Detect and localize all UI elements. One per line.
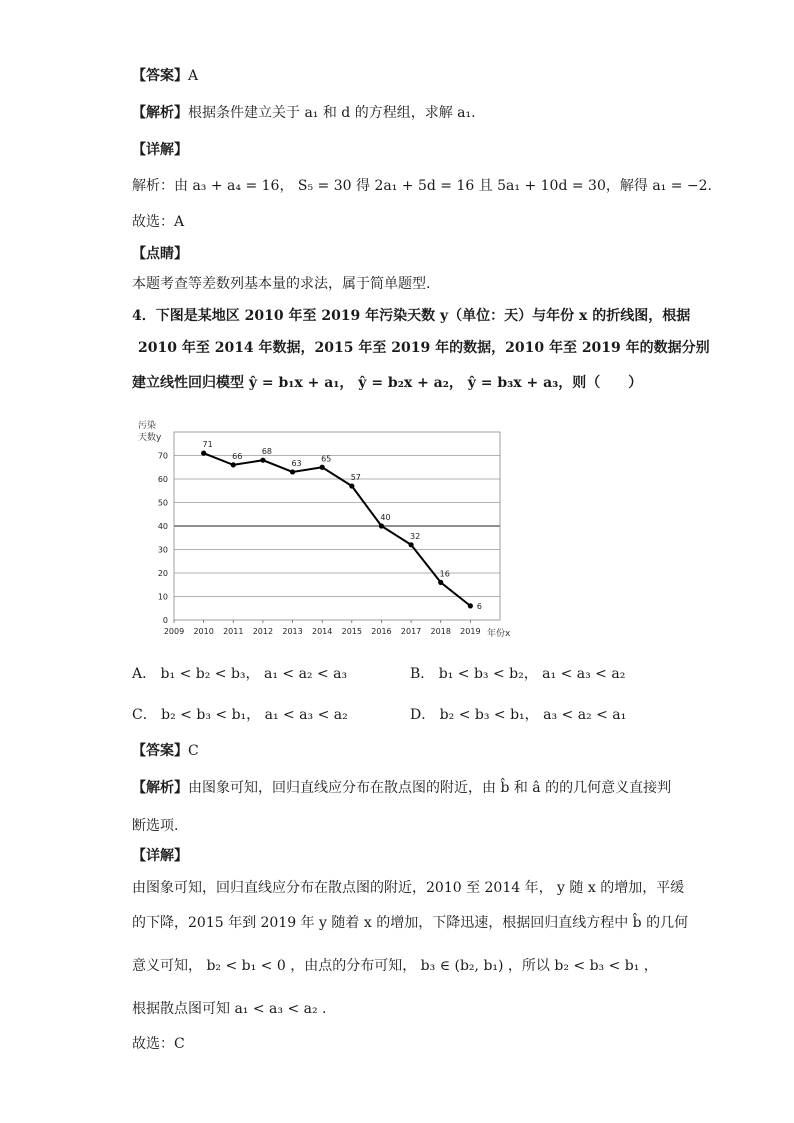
- data-point: [349, 483, 354, 488]
- choice-text: 故选：A: [132, 214, 185, 230]
- x-tick-label: 2013: [282, 627, 303, 636]
- y-tick-label: 60: [157, 475, 168, 484]
- y-axis-label-line-2: 天数y: [138, 433, 162, 443]
- solution-detail-line-2: 的下降，2015 年到 2019 年 y 随着 x 的增加，下降迅速，根据回归直线方程中 b̂ 的几何: [132, 915, 689, 931]
- option-b[interactable]: B． b₁ < b₃ < b₂， a₁ < a₃ < a₂: [410, 666, 626, 682]
- data-point: [320, 465, 325, 470]
- option-d[interactable]: D． b₂ < b₃ < b₁， a₃ < a₂ < a₁: [410, 707, 627, 723]
- question-line-3: 建立线性回归模型 ŷ = b₁x + a₁， ŷ = b₂x + a₂， ŷ = b₃x + a₃，则（ ）: [132, 375, 643, 391]
- data-label: 66: [232, 451, 243, 461]
- data-point: [468, 603, 473, 608]
- data-label: 32: [409, 531, 421, 541]
- comment-tag: 【点睛】: [132, 246, 188, 262]
- analysis-line: [132, 103, 476, 123]
- question-line-2: 2010 年至 2014 年数据，2015 年至 2019 年的数据，2010 年至 2019 年的数据分别: [138, 340, 710, 356]
- detail-tag: 【详解】: [132, 142, 188, 158]
- detail-tag-line: [132, 140, 188, 160]
- data-label: 65: [321, 454, 332, 464]
- question-line-1: 4．下图是某地区 2010 年至 2019 年污染天数 y（单位：天）与年份 x 的折线图，根据: [132, 308, 691, 324]
- x-tick-label: 2018: [430, 627, 451, 636]
- solution-analysis-line-2: 断选项.: [132, 818, 179, 834]
- answer-tag: 【答案】: [132, 68, 188, 84]
- x-tick-label: 2010: [193, 627, 214, 636]
- y-tick-label: 0: [162, 616, 168, 625]
- solution-answer-line: [132, 741, 199, 761]
- solution-analysis-text-1: 由图象可知，回归直线应分布在散点图的附近，由 b̂ 和 â 的的几何意义直接判: [188, 780, 672, 796]
- y-tick-label: 40: [157, 522, 168, 531]
- y-tick-label: 20: [157, 569, 168, 578]
- data-label: 6: [476, 601, 482, 611]
- data-point: [408, 542, 413, 547]
- x-tick-label: 2019: [460, 627, 481, 636]
- solution-detail-line-4: 根据散点图可知 a₁ < a₃ < a₂ .: [132, 1001, 327, 1017]
- pollution-line-chart: [132, 410, 532, 640]
- x-tick-label: 2017: [400, 627, 422, 636]
- data-label: 16: [439, 569, 450, 579]
- answer-value: A: [188, 68, 199, 84]
- data-point: [379, 523, 384, 528]
- x-tick-label: 2014: [312, 627, 333, 636]
- answer-line: [132, 66, 198, 86]
- y-axis-label-line-1: 污染: [138, 421, 157, 431]
- option-c[interactable]: C． b₂ < b₃ < b₁， a₁ < a₃ < a₂: [132, 707, 348, 723]
- comment-text: 本题考查等差数列基本量的求法，属于简单题型.: [132, 276, 431, 292]
- data-point: [290, 469, 295, 474]
- detail-text: 解析：由 a₃ + a₄ = 16， S₅ = 30 得 2a₁ + 5d = 16 且 5a₁ + 10d = 30，解得 a₁ = −2.: [132, 178, 713, 194]
- option-a[interactable]: A． b₁ < b₂ < b₃， a₁ < a₂ < a₃: [132, 666, 348, 682]
- solution-analysis-line-1: [132, 778, 671, 798]
- y-tick-label: 10: [157, 592, 168, 602]
- x-tick-label: 2009: [163, 627, 185, 636]
- data-label: 71: [202, 440, 213, 450]
- solution-detail-line-3: 意义可知， b₂ < b₁ < 0 ，由点的分布可知， b₃ ∈ (b₂, b₁) ，所以 b₂ < b₃ < b₁ ，: [132, 958, 658, 974]
- solution-answer-value: C: [188, 743, 199, 759]
- data-label: 40: [380, 513, 391, 522]
- data-point: [201, 451, 206, 456]
- x-tick-label: 2012: [252, 627, 274, 636]
- solution-detail-tag-line: [132, 846, 188, 866]
- data-label: 57: [350, 473, 361, 483]
- series-line: [204, 453, 471, 606]
- y-tick-label: 70: [157, 451, 168, 461]
- data-point: [260, 458, 265, 463]
- comment-tag-line: [132, 244, 188, 264]
- data-point: [231, 462, 236, 467]
- analysis-text: 根据条件建立关于 a₁ 和 d 的方程组，求解 a₁.: [188, 105, 476, 121]
- solution-detail-line-1: 由图象可知，回归直线应分布在散点图的附近，2010 至 2014 年， y 随 x 的增加，平缓: [132, 880, 685, 896]
- data-label: 68: [261, 447, 273, 457]
- y-tick-label: 30: [157, 545, 168, 555]
- solution-analysis-tag: 【解析】: [132, 780, 188, 796]
- x-axis-label: 年份x: [487, 629, 511, 639]
- solution-choice-text: 故选：C: [132, 1036, 185, 1052]
- x-tick-label: 2015: [341, 627, 362, 636]
- solution-detail-tag: 【详解】: [132, 848, 188, 864]
- x-tick-label: 2016: [371, 627, 392, 636]
- solution-answer-tag: 【答案】: [132, 743, 188, 759]
- analysis-tag: 【解析】: [132, 105, 188, 121]
- y-tick-label: 50: [157, 498, 168, 508]
- x-tick-label: 2011: [223, 627, 244, 636]
- data-label: 63: [291, 458, 302, 468]
- data-point: [438, 580, 443, 585]
